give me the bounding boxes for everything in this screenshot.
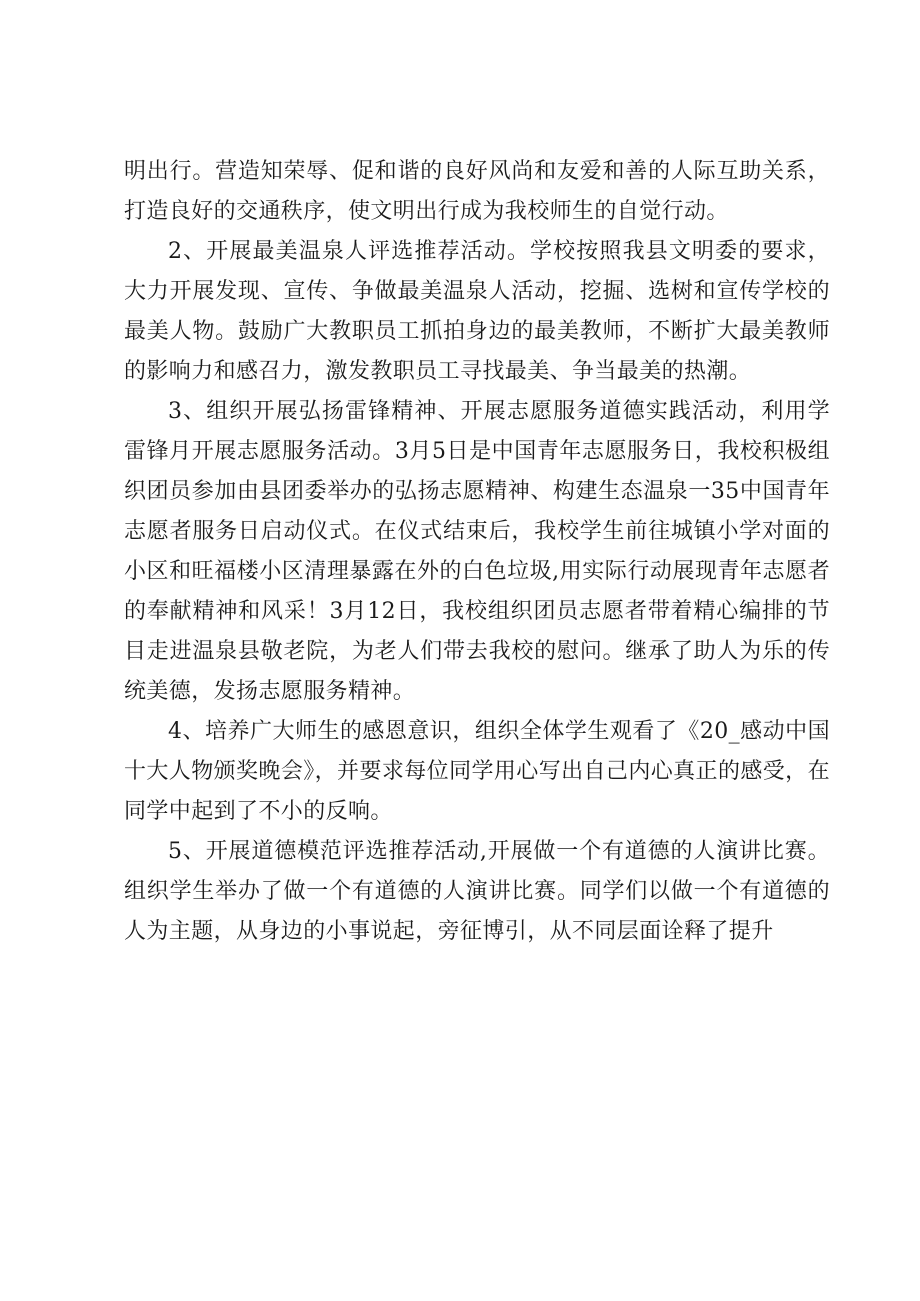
paragraph-continuation: 明出行。营造知荣辱、促和谐的良好风尚和友爱和善的人际互助关系，打造良好的交通秩序，使文明出行成为我校师生的自觉行动。: [124, 159, 830, 224]
paragraph-item-5: 5、开展道德模范评选推荐活动,开展做一个有道德的人演讲比赛。组织学生举办了做一个有道德的人演讲比赛。同学们以做一个有道德的人为主题，从身边的小事说起，旁征博引，从不同层面诠释了提升: [124, 839, 830, 944]
document-body: [124, 152, 830, 952]
paragraph-item-4: 4、培养广大师生的感恩意识，组织全体学生观看了《20_感动中国十大人物颁奖晚会》，并要求每位同学用心写出自己内心真正的感受，在同学中起到了不小的反响。: [124, 719, 830, 824]
paragraph-item-3: 3、组织开展弘扬雷锋精神、开展志愿服务道德实践活动，利用学雷锋月开展志愿服务活动。3月5日是中国青年志愿服务日，我校积极组织团员参加由县团委举办的弘扬志愿精神、构建生态温泉一35中国青年志愿者服务日启动仪式。在仪式结束后，我校学生前往城镇小学对面的小区和旺福楼小区清理暴露在外的白色垃圾,用实际行动展现青年志愿者的奉献精神和风采！3月12日，我校组织团员志愿者带着精心编排的节目走进温泉县敬老院，为老人们带去我校的慰问。继承了助人为乐的传统美德，发扬志愿服务精神。: [124, 399, 830, 704]
paragraph-item-2: 2、开展最美温泉人评选推荐活动。学校按照我县文明委的要求，大力开展发现、宣传、争做最美温泉人活动，挖掘、选树和宣传学校的最美人物。鼓励广大教职员工抓拍身边的最美教师，不断扩大最美教师的影响力和感召力，激发教职员工寻找最美、争当最美的热潮。: [124, 239, 830, 384]
